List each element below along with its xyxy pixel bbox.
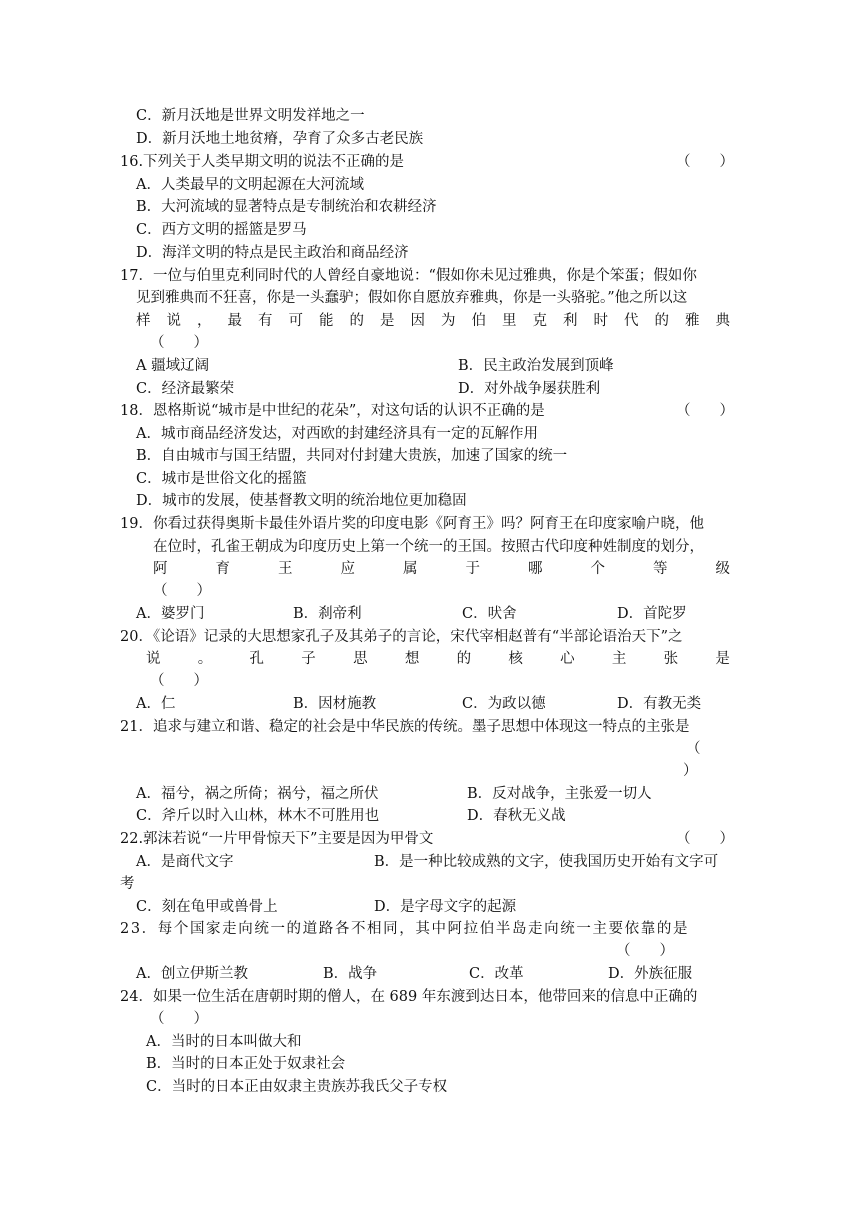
q19-option-b: B．刹帝利 xyxy=(293,606,362,622)
q17-char: 克 xyxy=(532,313,547,329)
q18-answer-paren: （ ） xyxy=(676,403,734,419)
q17-char: 代 xyxy=(624,313,639,329)
q17-char: ， xyxy=(197,313,212,329)
q20-char: 。 xyxy=(197,651,213,667)
q15-option-c: C．新月沃地是世界文明发祥地之一 xyxy=(136,108,365,124)
q19-char: 王 xyxy=(278,561,293,577)
q16-stem: 16.下列关于人类早期文明的说法不正确的是 xyxy=(120,154,405,170)
q17-char: 利 xyxy=(563,313,578,329)
q19-stem-line3 xyxy=(153,560,730,578)
q20-char: 心 xyxy=(560,651,575,667)
q24-option-c: C．当时的日本正由奴隶主贵族苏我氏父子专权 xyxy=(146,1079,448,1095)
q20-char: 思 xyxy=(353,651,368,667)
q20-option-d: D．有教无类 xyxy=(617,696,702,712)
q17-char: 里 xyxy=(502,313,517,329)
q16-answer-paren: （ ） xyxy=(676,154,734,170)
q16-option-b: B．大河流域的显著特点是专制统治和农耕经济 xyxy=(136,199,437,215)
q20-stem-line1: 20．《论语》记录的大思想家孔子及其弟子的言论，宋代宰相赵普有“半部论语治天下”之 xyxy=(120,629,683,645)
q19-char: 于 xyxy=(465,561,480,577)
q22-stem: 22.郭沫若说“一片甲骨惊天下”主要是因为甲骨文 xyxy=(120,831,434,847)
q22-option-b-cont: 考 xyxy=(120,876,135,892)
q21-option-c: C．斧斤以时入山林，林木不可胜用也 xyxy=(136,808,380,824)
q17-char: 伯 xyxy=(471,313,486,329)
q19-option-c: C．吠舍 xyxy=(462,606,517,622)
q20-char: 说 xyxy=(146,651,161,667)
q17-char: 的 xyxy=(349,313,364,329)
q22-option-d: D．是字母文字的起源 xyxy=(374,899,517,915)
q19-answer-paren: （ ） xyxy=(153,583,211,599)
q16-option-c: C．西方文明的摇篮是罗马 xyxy=(136,222,307,238)
q18-stem: 18．恩格斯说“城市是中世纪的花朵”，对这句话的认识不正确的是 xyxy=(120,403,545,419)
q23-option-b: B．战争 xyxy=(323,966,378,982)
q17-char: 说 xyxy=(166,313,181,329)
q19-option-a: A．婆罗门 xyxy=(136,606,205,622)
q17-char: 最 xyxy=(227,313,242,329)
q21-option-a: A．福兮，祸之所倚；祸兮，福之所伏 xyxy=(136,786,379,802)
q21-paren-close: ） xyxy=(683,763,698,779)
q17-char: 可 xyxy=(288,313,303,329)
q17-option-a: A 疆域辽阔 xyxy=(136,358,210,374)
q17-char: 样 xyxy=(136,313,151,329)
q17-char: 为 xyxy=(441,313,456,329)
q19-char: 哪 xyxy=(528,561,543,577)
q20-char: 想 xyxy=(404,651,420,667)
q19-char: 等 xyxy=(653,561,668,577)
q19-stem-line2: 在位时，孔雀王朝成为印度历史上第一个统一的王国。按照古代印度种姓制度的划分， xyxy=(153,539,704,555)
q19-char: 个 xyxy=(590,561,605,577)
q22-option-b: B．是一种比较成熟的文字，使我国历史开始有文字可 xyxy=(374,854,719,870)
q23-option-d: D．外族征服 xyxy=(608,966,693,982)
q22-option-c: C．刻在龟甲或兽骨上 xyxy=(136,899,278,915)
q18-option-a: A．城市商品经济发达，对西欧的封建经济具有一定的瓦解作用 xyxy=(136,426,538,442)
q22-option-a: A．是商代文字 xyxy=(136,854,234,870)
q17-option-c: C．经济最繁荣 xyxy=(136,381,235,397)
q19-char: 级 xyxy=(715,561,730,577)
q20-char: 主 xyxy=(611,651,627,667)
q20-char: 张 xyxy=(663,651,679,667)
q20-char: 的 xyxy=(456,651,472,667)
q19-stem-line1: 19．你看过获得奥斯卡最佳外语片奖的印度电影《阿育王》吗？阿育王在印度家喻户晓，他 xyxy=(120,516,704,532)
q17-option-d: D．对外战争屡获胜利 xyxy=(458,381,601,397)
q21-stem: 21．追求与建立和谐、稳定的社会是中华民族的传统。墨子思想中体现这一特点的主张是 xyxy=(120,719,690,735)
q15-option-d: D．新月沃地土地贫瘠，孕育了众多古老民族 xyxy=(136,131,424,147)
q18-option-c: C．城市是世俗文化的摇篮 xyxy=(136,471,307,487)
q20-option-a: A．仁 xyxy=(136,696,176,712)
q17-stem-line1: 17．一位与伯里克利同时代的人曾经自豪地说：“假如你未见过雅典，你是个笨蛋；假如你 xyxy=(120,268,697,284)
q20-char: 孔 xyxy=(249,651,265,667)
q20-char: 是 xyxy=(715,651,730,667)
q20-char: 核 xyxy=(508,651,523,667)
q18-option-b: B．自由城市与国王结盟，共同对付封建大贵族，加速了国家的统一 xyxy=(136,448,568,464)
q17-answer-paren: （ ） xyxy=(150,335,208,351)
q16-option-d: D．海洋文明的特点是民主政治和商品经济 xyxy=(136,245,409,261)
q17-char: 有 xyxy=(258,313,273,329)
q23-option-a: A．创立伊斯兰教 xyxy=(136,966,248,982)
q19-char: 应 xyxy=(340,561,355,577)
q20-char: 子 xyxy=(301,651,316,667)
q19-char: 属 xyxy=(403,561,418,577)
q17-stem-line3 xyxy=(136,312,730,330)
q17-char: 雅 xyxy=(685,313,700,329)
q17-option-b: B．民主政治发展到顶峰 xyxy=(458,358,614,374)
q23-answer-paren: （ ） xyxy=(616,943,674,959)
q20-option-c: C．为政以德 xyxy=(462,696,546,712)
q23-stem: 23．每个国家走向统一的道路各不相同，其中阿拉伯半岛走向统一主要依靠的是 xyxy=(120,921,690,937)
q21-option-d: D．春秋无义战 xyxy=(467,808,566,824)
q19-option-d: D．首陀罗 xyxy=(617,606,687,622)
q19-char: 育 xyxy=(215,561,230,577)
q16-option-a: A．人类最早的文明起源在大河流域 xyxy=(136,177,364,193)
q17-char: 能 xyxy=(319,313,334,329)
q24-option-a: A．当时的日本叫做大和 xyxy=(146,1034,302,1050)
q22-answer-paren: （ ） xyxy=(676,831,734,847)
q24-option-b: B．当时的日本正处于奴隶社会 xyxy=(146,1056,346,1072)
q17-stem-line2: 见到雅典而不狂喜，你是一头蠢驴；假如你自愿放弃雅典，你是一头骆驼。”他之所以这 xyxy=(136,290,688,306)
q20-answer-paren: （ ） xyxy=(150,673,208,689)
q17-char: 典 xyxy=(715,313,730,329)
q24-stem: 24．如果一位生活在唐朝时期的僧人，在 689 年东渡到达日本，他带回来的信息中正确的 xyxy=(120,989,698,1005)
q21-paren-open: （ xyxy=(686,741,701,757)
q17-char: 的 xyxy=(654,313,669,329)
q21-option-b: B．反对战争，主张爱一切人 xyxy=(467,786,652,802)
q20-option-b: B．因材施教 xyxy=(293,696,377,712)
q19-char: 阿 xyxy=(153,561,168,577)
q20-stem-line2 xyxy=(146,650,730,668)
q17-char: 是 xyxy=(380,313,395,329)
q23-option-c: C．改革 xyxy=(469,966,524,982)
q18-option-d: D．城市的发展，使基督教文明的统治地位更加稳固 xyxy=(136,493,467,509)
q24-answer-paren: （ ） xyxy=(150,1011,208,1027)
q17-char: 时 xyxy=(593,313,608,329)
q17-char: 因 xyxy=(410,313,425,329)
